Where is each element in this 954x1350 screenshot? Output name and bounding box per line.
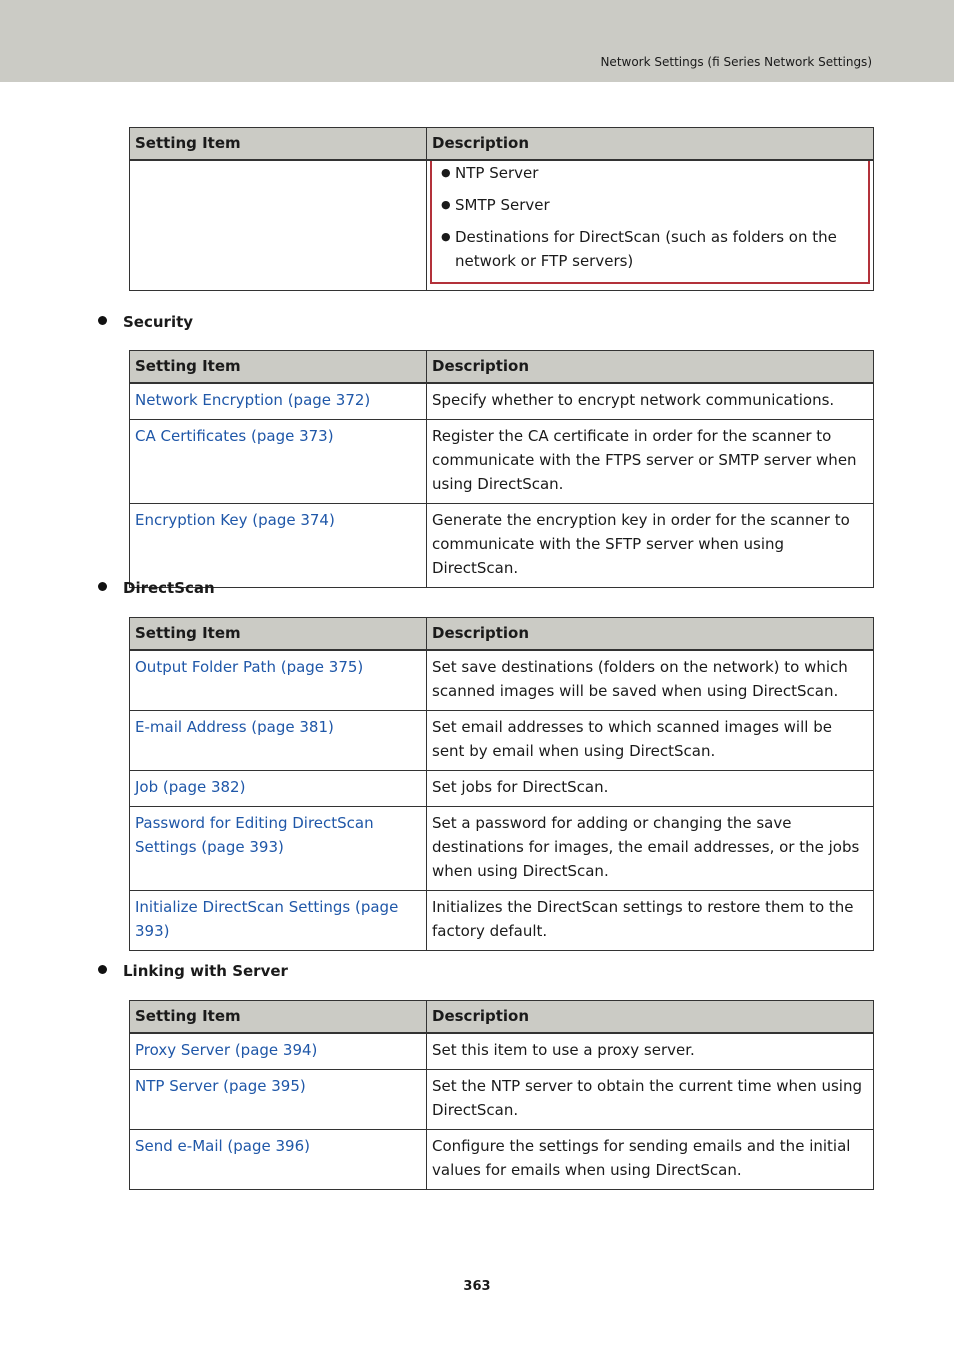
setting-link[interactable]: NTP Server (page 395) (135, 1077, 306, 1095)
list-item: ● SMTP Server (441, 193, 863, 217)
setting-item-cell (130, 420, 427, 504)
setting-item-cell (130, 891, 427, 951)
column-header-setting-item: Setting Item (130, 618, 427, 651)
description-cell: Set the NTP server to obtain the current time when using DirectScan. (427, 1070, 874, 1130)
security-table (129, 350, 874, 588)
setting-link[interactable]: Password for Editing DirectScan Settings (page 393) (135, 814, 374, 856)
list-item: ● Destinations for DirectScan (such as folders on the network or FTP servers) (441, 225, 863, 273)
description-cell: Set a password for adding or changing the save destinations for images, the email addresses, or the jobs when using DirectScan. (427, 807, 874, 891)
setting-link[interactable]: Encryption Key (page 374) (135, 511, 335, 529)
description-cell: Specify whether to encrypt network communications. (427, 383, 874, 420)
setting-item-cell (130, 1130, 427, 1190)
bullet-icon (98, 965, 107, 974)
setting-item-cell (130, 711, 427, 771)
description-cell: Set save destinations (folders on the network) to which scanned images will be saved when using DirectScan. (427, 650, 874, 711)
directscan-table (129, 617, 874, 951)
table-header-row (130, 128, 874, 161)
setting-link[interactable]: Proxy Server (page 394) (135, 1041, 318, 1059)
table-row (130, 807, 874, 891)
table-row (130, 383, 874, 420)
description-cell: Initializes the DirectScan settings to restore them to the factory default. (427, 891, 874, 951)
bullet-icon (98, 316, 107, 325)
description-cell: Set email addresses to which scanned images will be sent by email when using DirectScan. (427, 711, 874, 771)
setting-item-cell (130, 1070, 427, 1130)
setting-link[interactable]: Initialize DirectScan Settings (page 393) (135, 898, 399, 940)
setting-link[interactable]: Network Encryption (page 372) (135, 391, 371, 409)
column-header-description: Description (427, 618, 874, 651)
table-header-row (130, 351, 874, 384)
column-header-description: Description (427, 351, 874, 384)
section-title: DirectScan (123, 579, 215, 597)
description-cell: Generate the encryption key in order for the scanner to communicate with the SFTP server when using DirectScan. (427, 504, 874, 588)
setting-item-cell (130, 650, 427, 711)
list-item: ● NTP Server (441, 161, 863, 185)
table-row (130, 420, 874, 504)
section-title: Security (123, 313, 194, 331)
setting-link[interactable]: Send e-Mail (page 396) (135, 1137, 310, 1155)
setting-item-cell (130, 383, 427, 420)
linking-with-server-table (129, 1000, 874, 1190)
setting-link[interactable]: CA Certificates (page 373) (135, 427, 334, 445)
setting-link[interactable]: Output Folder Path (page 375) (135, 658, 364, 676)
column-header-description: Description (427, 128, 874, 161)
setting-item-cell (130, 807, 427, 891)
setting-item-cell (130, 160, 427, 291)
description-cell (427, 160, 874, 291)
setting-item-cell (130, 1033, 427, 1070)
table-row (130, 650, 874, 711)
description-cell: Set jobs for DirectScan. (427, 771, 874, 807)
section-heading-security (98, 313, 193, 331)
column-header-setting-item: Setting Item (130, 351, 427, 384)
table-row (130, 1130, 874, 1190)
bullet-icon (98, 582, 107, 591)
table-row (130, 160, 874, 291)
column-header-setting-item: Setting Item (130, 1001, 427, 1034)
page-number: 363 (463, 1279, 491, 1294)
table-row (130, 504, 874, 588)
description-cell: Configure the settings for sending emails and the initial values for emails when using DirectScan. (427, 1130, 874, 1190)
table-row (130, 771, 874, 807)
setting-item-cell (130, 504, 427, 588)
column-header-description: Description (427, 1001, 874, 1034)
column-header-setting-item: Setting Item (130, 128, 427, 161)
bullet-list (441, 161, 863, 273)
setting-link[interactable]: Job (page 382) (135, 778, 246, 796)
setting-item-cell (130, 771, 427, 807)
table-row (130, 711, 874, 771)
table-header-row (130, 618, 874, 651)
description-cell: Set this item to use a proxy server. (427, 1033, 874, 1070)
table-row (130, 1070, 874, 1130)
table-row (130, 1033, 874, 1070)
section-heading-linking-with-server (98, 962, 288, 980)
setting-link[interactable]: E-mail Address (page 381) (135, 718, 334, 736)
table-header-row (130, 1001, 874, 1034)
description-cell: Register the CA certificate in order for the scanner to communicate with the FTPS server or SMTP server when using DirectScan. (427, 420, 874, 504)
section-title: Linking with Server (123, 962, 288, 980)
table-row (130, 891, 874, 951)
page-header-title: Network Settings (fi Series Network Settings) (600, 55, 872, 69)
continued-settings-table (129, 127, 874, 291)
header-band (0, 0, 954, 82)
section-heading-directscan (98, 579, 215, 597)
